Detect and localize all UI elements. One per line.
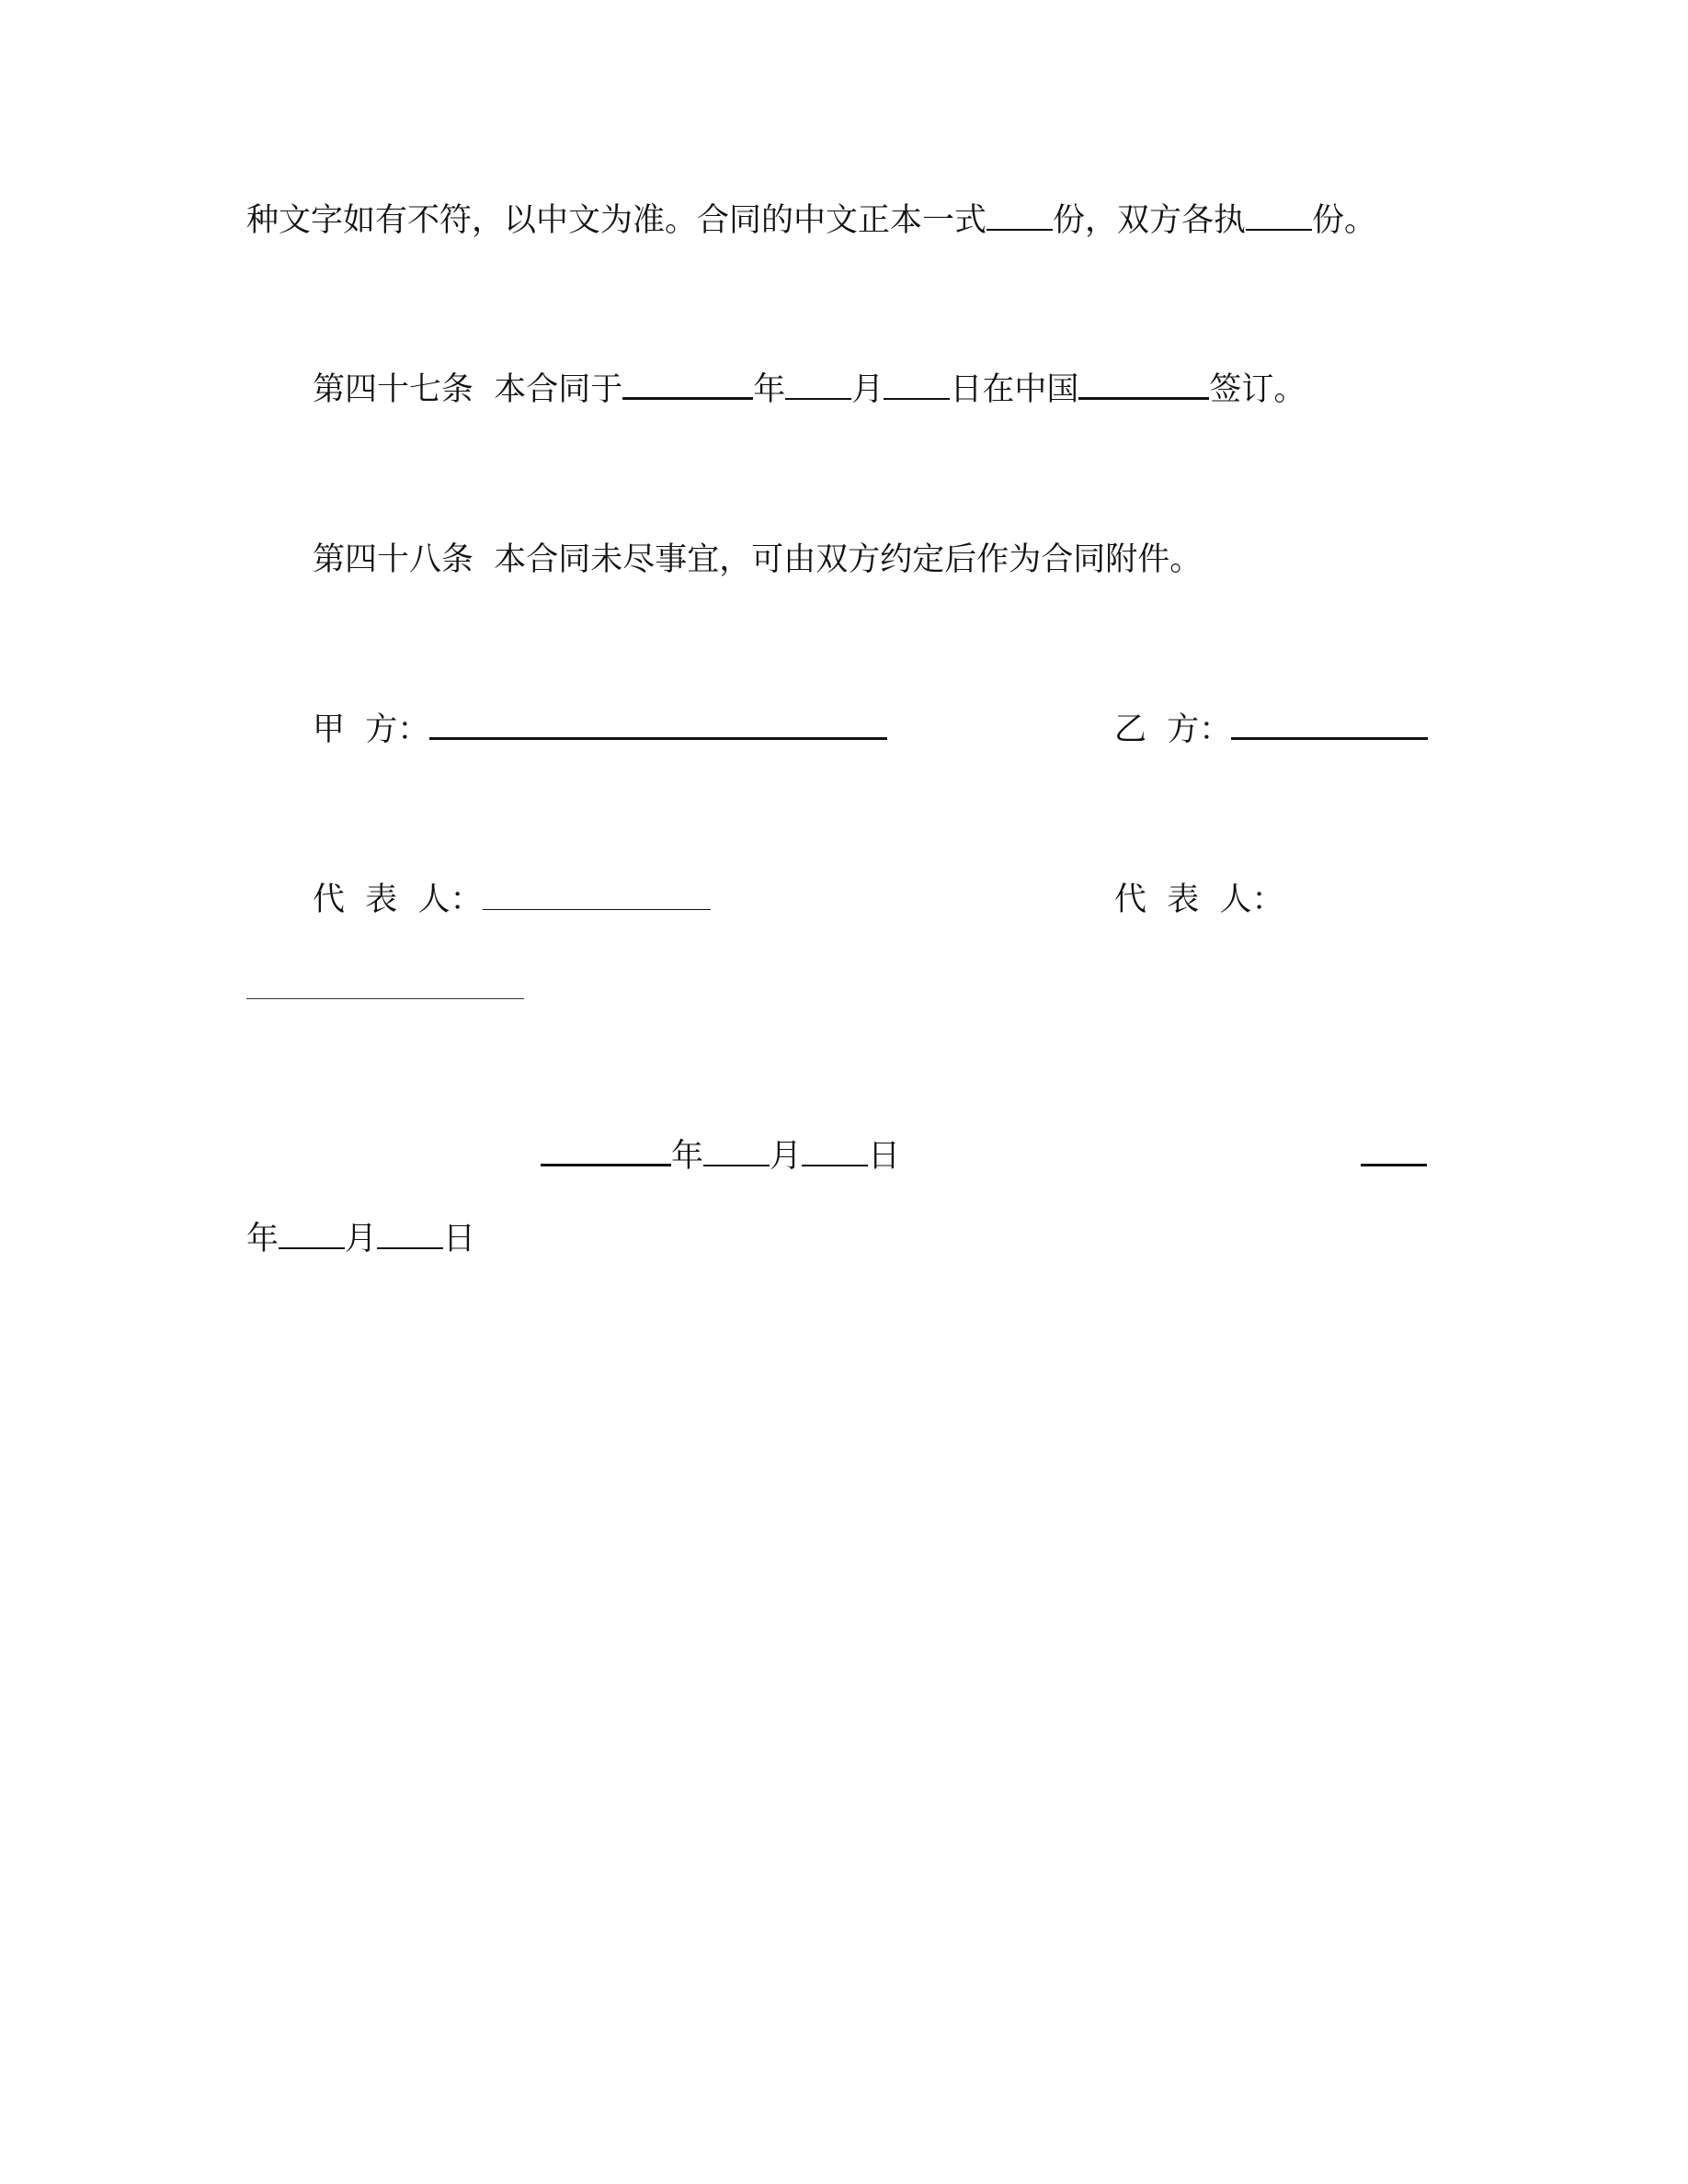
party-a-date-month-blank[interactable]: [703, 1161, 770, 1166]
rep-a-blank[interactable]: [483, 905, 711, 910]
party-b-date-year-blank-line: [1361, 1136, 1427, 1177]
clause-47-year: 年: [753, 371, 786, 408]
representative-b: [1114, 880, 1284, 920]
clause-46-text-c: 份。: [1312, 202, 1377, 239]
party-a-blank[interactable]: [429, 734, 887, 740]
party-a-label: 甲 方：: [313, 711, 430, 748]
party-a-date-year-blank[interactable]: [541, 1160, 671, 1166]
party-b-date-day-blank[interactable]: [377, 1244, 443, 1249]
rep-b-blank[interactable]: [246, 998, 524, 999]
party-b-date-day: 日: [443, 1221, 476, 1257]
party-b-label: 乙 方：: [1114, 711, 1232, 748]
clause-48-label: 第四十八条: [313, 541, 474, 578]
party-b: [1114, 710, 1428, 750]
representative-a: [313, 880, 711, 920]
clause-47: [313, 370, 1306, 410]
party-b-blank[interactable]: [1231, 734, 1428, 740]
clause-47-text-b: 日在中国: [950, 371, 1079, 408]
clause-48: [313, 540, 1202, 580]
party-b-date-month-blank[interactable]: [279, 1244, 345, 1249]
party-b-date-year: 年: [246, 1221, 279, 1257]
sign-place-blank[interactable]: [1078, 393, 1209, 400]
party-b-date-year-blank[interactable]: [1361, 1160, 1427, 1166]
clause-46-text-a: 种文字如有不符，以中文为准。合同的中文正本一式: [246, 202, 987, 239]
copies-each-blank[interactable]: [1246, 225, 1312, 231]
clause-46-tail: [246, 200, 1376, 241]
party-a-date-month: 月: [770, 1138, 803, 1175]
party-a: [313, 710, 887, 750]
clause-47-text-a: 本合同于: [494, 371, 623, 408]
rep-b-label: 代 表 人：: [1114, 882, 1284, 918]
clause-47-label: 第四十七条: [313, 371, 474, 408]
copies-total-blank[interactable]: [987, 225, 1053, 231]
party-a-date: [541, 1136, 900, 1177]
party-a-date-year: 年: [671, 1138, 704, 1175]
sign-day-blank[interactable]: [884, 394, 950, 400]
sign-month-blank[interactable]: [785, 394, 851, 400]
party-a-date-day: 日: [868, 1138, 901, 1175]
party-b-date-month: 月: [345, 1221, 378, 1257]
clause-46-text-b: 份，双方各执: [1053, 202, 1247, 239]
party-b-date: [246, 1219, 475, 1259]
clause-47-month: 月: [851, 371, 884, 408]
sign-year-blank[interactable]: [622, 393, 753, 400]
rep-a-label: 代 表 人：: [313, 882, 483, 918]
party-a-date-day-blank[interactable]: [802, 1161, 868, 1166]
clause-47-text-c: 签订。: [1209, 371, 1306, 408]
clause-48-text: 本合同未尽事宜，可由双方约定后作为合同附件。: [494, 541, 1203, 578]
